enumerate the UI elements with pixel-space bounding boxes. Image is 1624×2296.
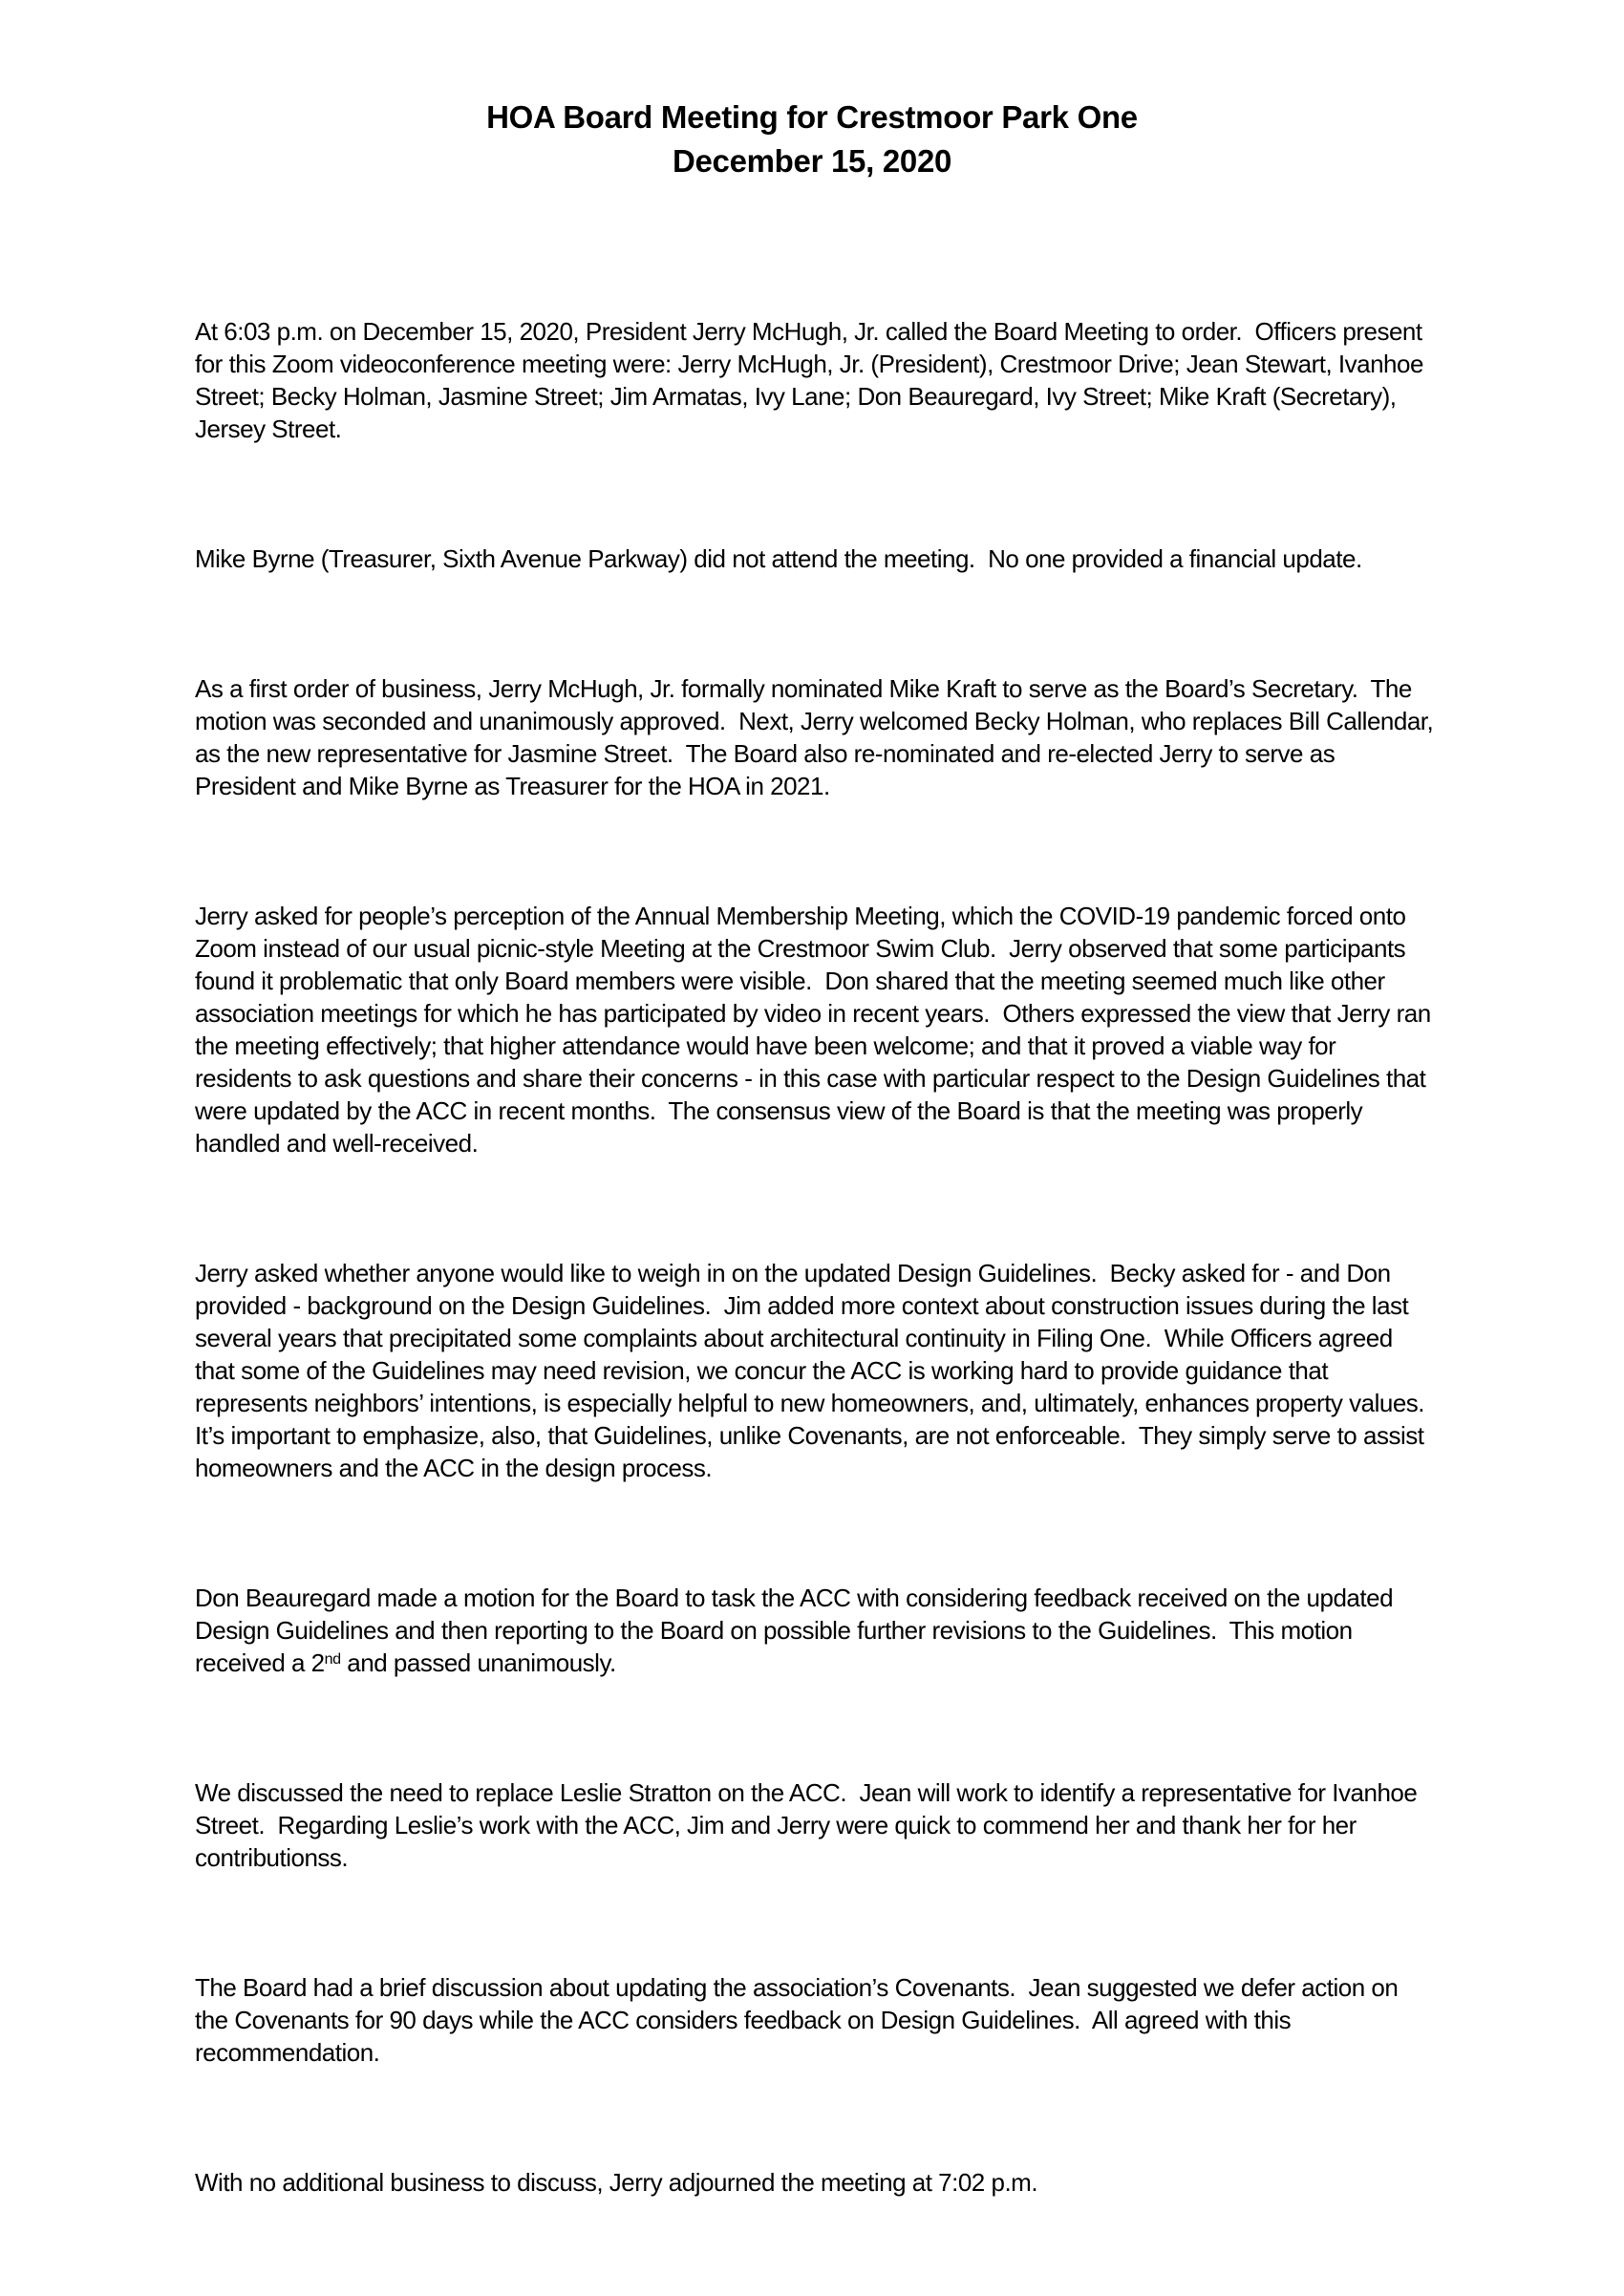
ordinal-superscript: nd	[324, 1649, 341, 1668]
title-line-meeting: HOA Board Meeting for Crestmoor Park One	[486, 99, 1138, 135]
document-body	[195, 250, 1440, 2296]
paragraph-acc-replacement: We discussed the need to replace Leslie Stratton on the ACC. Jean will work to identify a representative for Ivanhoe Street. Regarding Leslie’s work with the ACC, Jim and Jerry were quick to commend her and thank her for her contributionss.	[195, 1778, 1424, 1872]
motion-text-end: and passed unanimously.	[340, 1648, 616, 1677]
paragraph-treasurer-absent: Mike Byrne (Treasurer, Sixth Avenue Parkway) did not attend the meeting. No one provided a financial update.	[195, 544, 1362, 573]
title-line-date: December 15, 2020	[672, 143, 952, 179]
motion-text-start: Don Beauregard made a motion for the Board to task the ACC with considering feedback received on the updated Design Guidelines and then reporting to the Board on possible further revisions to the Guidelines. This motion received a 2	[195, 1584, 1400, 1677]
paragraph-annual-meeting-feedback: Jerry asked for people’s perception of the Annual Membership Meeting, which the COVID-19 pandemic forced onto Zoom instead of our usual picnic-style Meeting at the Crestmoor Swim Club. Jerry observed that some participants found it problematic that only Board members were visible. Don shared that the meeting seemed much like other association meetings for which he has participated by video in recent years. Others expressed the view that Jerry ran the meeting effectively; that higher attendance would have been welcome; and that it proved a viable way for residents to ask questions and share their concerns - in this case with particular respect to the Design Guidelines that were updated by the ACC in recent months. The consensus view of the Board is that the meeting was properly handled and well-received.	[195, 902, 1438, 1158]
document-title	[0, 96, 1624, 183]
paragraph-call-to-order: At 6:03 p.m. on December 15, 2020, President Jerry McHugh, Jr. called the Board Meeting to order. Officers present for this Zoom videoconference meeting were: Jerry McHugh, Jr. (President), Crestmoor Drive; Jean Stewart, Ivanhoe Street; Becky Holman, Jasmine Street; Jim Armatas, Ivy Lane; Don Beauregard, Ivy Street; Mike Kraft (Secretary), Jersey Street.	[195, 317, 1430, 443]
paragraph-nominations: As a first order of business, Jerry McHugh, Jr. formally nominated Mike Kraft to serve as the Board’s Secretary. The motion was seconded and unanimously approved. Next, Jerry welcomed Becky Holman, who replaces Bill Callendar, as the new representative for Jasmine Street. The Board also re-nominated and re-elected Jerry to serve as President and Mike Byrne as Treasurer for the HOA in 2021.	[195, 674, 1440, 800]
paragraph-adjournment: With no additional business to discuss, Jerry adjourned the meeting at 7:02 p.m.	[195, 2168, 1038, 2197]
document-page	[0, 96, 1624, 2197]
paragraph-acc-motion	[195, 1582, 1437, 1679]
paragraph-design-guidelines-discussion: Jerry asked whether anyone would like to weigh in on the updated Design Guidelines. Becky asked for - and Don provided - background on the Design Guidelines. Jim added more context about construction issues during the last several years that precipitated some complaints about architectural continuity in Filing One. While Officers agreed that some of the Guidelines may need revision, we concur the ACC is working hard to provide guidance that represents neighbors’ intentions, is especially helpful to new homeowners, and, ultimately, enhances property values. It’s important to emphasize, also, that Guidelines, unlike Covenants, are not enforceable. They simply serve to assist homeowners and the ACC in the design process.	[195, 1259, 1431, 1482]
paragraph-covenants: The Board had a brief discussion about updating the association’s Covenants. Jean suggested we defer action on the Covenants for 90 days while the ACC considers feedback on Design Guidelines. All agreed with this recommendation.	[195, 1973, 1405, 2067]
